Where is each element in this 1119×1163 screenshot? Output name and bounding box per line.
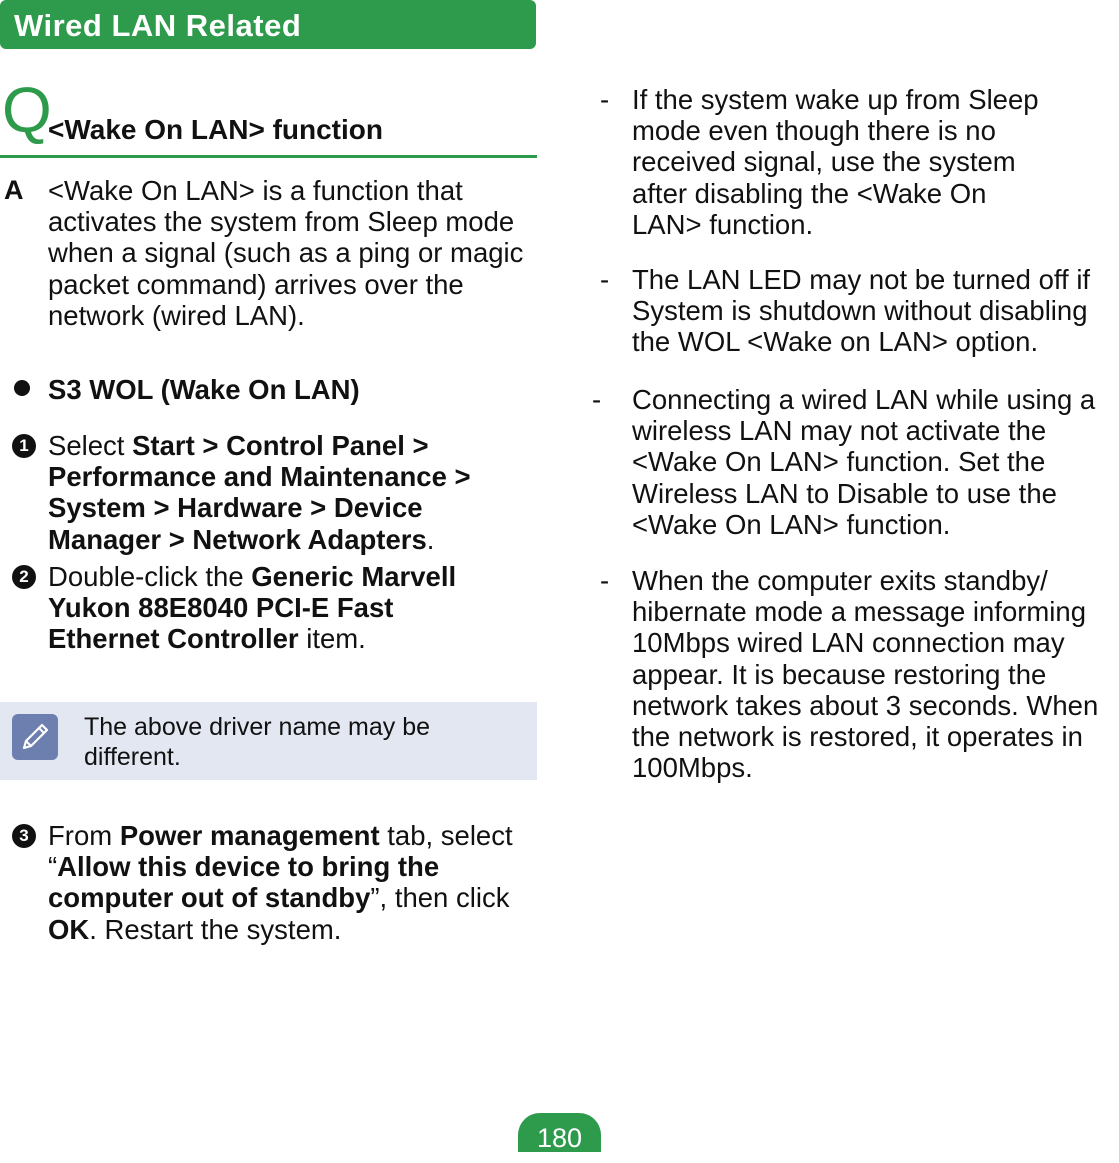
step-3-mid2: ”, then click [370, 882, 510, 914]
step-2-post: item. [298, 623, 366, 655]
note-3-dash: - [592, 384, 602, 415]
step-3-number-icon: 3 [12, 824, 36, 848]
page-number: 180 [518, 1113, 601, 1152]
step-3-tab: Power management [119, 820, 380, 851]
answer-marker: A [4, 175, 24, 205]
step-3-pre: From [48, 820, 120, 851]
wol-heading: S3 WOL (Wake On LAN) [48, 374, 360, 405]
answer-text: <Wake On LAN> is a function that activates the system from Sleep mode when a signal (such as a ping or magic packet command) arrives over the network (wired LAN). [48, 175, 524, 331]
note-2-dash: - [600, 264, 610, 295]
step-3-option: Allow this device to bring the computer out of standby [48, 851, 440, 914]
step-2-number-icon: 2 [12, 565, 36, 589]
step-1-path: Start > Control Panel > Performance and Maintenance > System > Hardware > Device Manager > Network Adapters [48, 430, 471, 555]
note-4-text: When the computer exits standby/ hibernate mode a message informing 10Mbps wired LAN connection may appear. It is because restoring the network takes about 3 seconds. When the network is restored, it operates in 100Mbps. [632, 565, 1099, 784]
step-3-ok: OK [48, 913, 90, 945]
step-1-text [48, 430, 488, 555]
step-2-text [48, 561, 498, 655]
step-3-text [48, 820, 538, 945]
note-1-text: If the system wake up from Sleep mode even though there is no received signal, use the system after disabling the <Wake On LAN> function. [632, 84, 1039, 240]
question-divider [0, 155, 537, 158]
note-box [0, 702, 537, 780]
section-header [0, 0, 536, 49]
bullet-icon [14, 380, 30, 396]
step-3-post: . Restart the system. [89, 913, 342, 945]
step-1-post: . [426, 523, 435, 555]
question-marker: Q [2, 74, 52, 146]
note-text: The above driver name may be different. [84, 713, 431, 771]
step-3-mid: tab, select “ [48, 820, 513, 883]
note-3-text: Connecting a wired LAN while using a wireless LAN may not activate the <Wake On LAN> function. Set the Wireless LAN to Disable to use the <Wake On LAN> function. [632, 384, 1096, 540]
question-title: <Wake On LAN> function [48, 114, 383, 145]
note-4-dash: - [600, 565, 610, 596]
pencil-note-icon [12, 714, 58, 760]
step-2-device: Generic Marvell Yukon 88E8040 PCI-E Fast Ethernet Controller [48, 561, 457, 655]
note-1-dash: - [600, 84, 610, 115]
step-1-number-icon: 1 [12, 434, 36, 458]
step-2-pre: Double-click the [48, 561, 252, 592]
section-title: Wired LAN Related [14, 8, 302, 43]
note-2-text: The LAN LED may not be turned off if System is shutdown without disabling the WOL <Wake on LAN> option. [632, 264, 1091, 358]
step-1-pre: Select [48, 430, 133, 461]
